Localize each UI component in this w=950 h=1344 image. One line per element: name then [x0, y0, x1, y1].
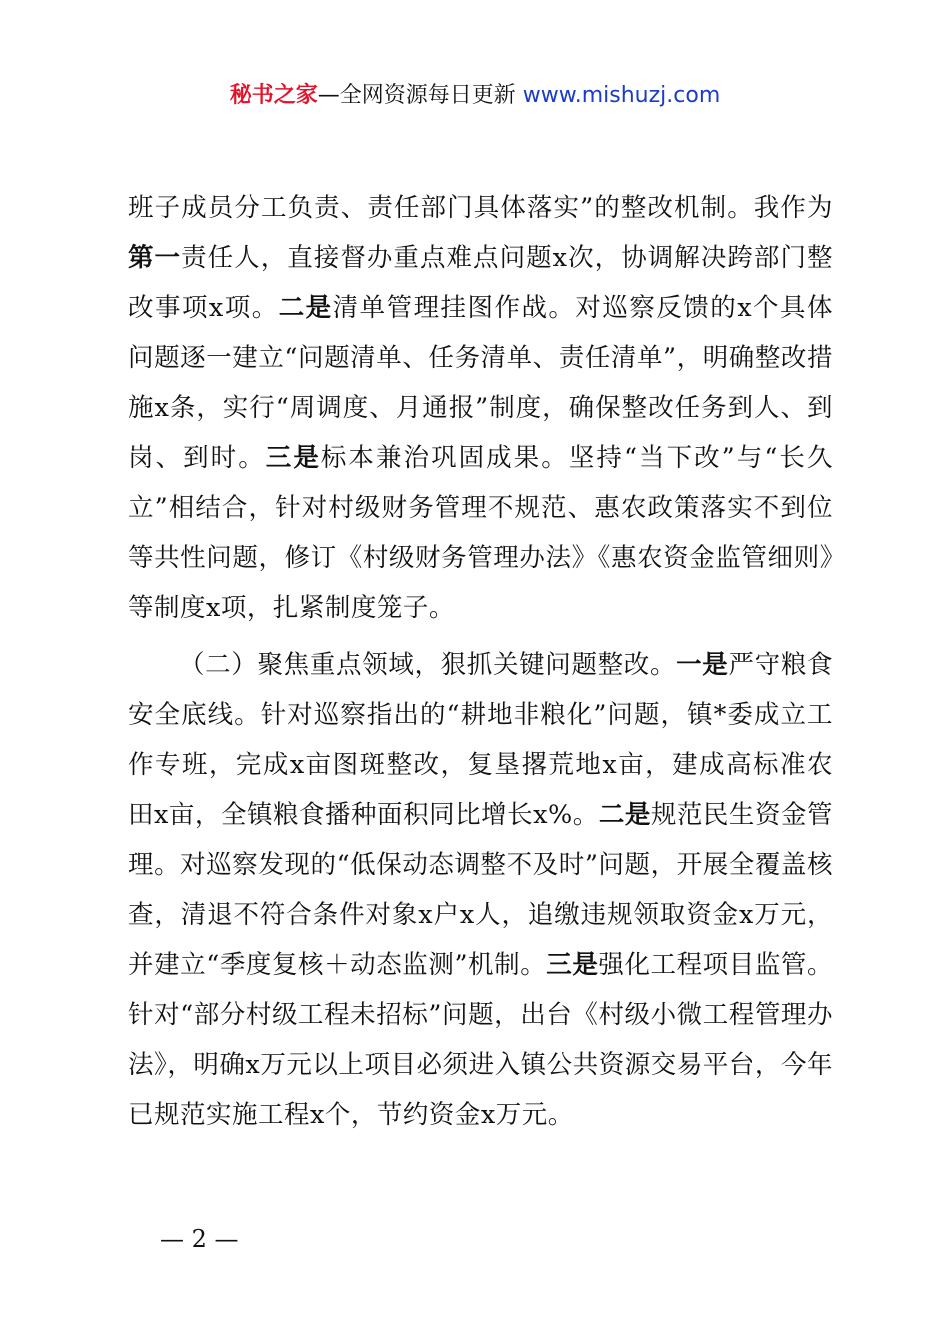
paragraph-1-text-2: 责任人，直接督办重点难点问题x次，协调解决跨部门整改事项x项。: [128, 243, 833, 323]
paragraph-2-text-2: 严守粮食安全底线。针对巡察指出的“耕地非粮化”问题，镇*委成立工作专班，完成x亩图斑整改，复垦撂荒地x亩，建成高标准农田x亩，全镇粮食播种面积同比增长x%。: [128, 650, 833, 830]
page-number: — 2 —: [160, 1225, 239, 1253]
paragraph-2-text-4: 强化工程项目监管。针对“部分村级工程未招标”问题，出台《村级小微工程管理办法》，明确x万元以上项目必须进入镇公共资源交易平台，今年已规范实施工程x个，节约资金x万元。: [128, 950, 833, 1130]
brand-name: 秘书之家: [229, 83, 318, 108]
site-url-link[interactable]: www.mishuzj.com: [522, 83, 721, 108]
header-slogan: —全网资源每日更新: [317, 83, 516, 108]
paragraph-1-bold-2: 二是: [278, 293, 333, 323]
paragraph-2-bold-1: 一是: [676, 650, 729, 680]
site-header: [0, 80, 950, 112]
paragraph-2: [128, 640, 833, 1140]
paragraph-2-bold-3: 三是: [546, 950, 599, 980]
paragraph-2-text-3: 规范民生资金管理。对巡察发现的“低保动态调整不及时”问题，开展全覆盖核查，清退不符合条件对象x户x人，追缴违规领取资金x万元，并建立“季度复核＋动态监测”机制。: [128, 800, 833, 980]
paragraph-2-text-1: （二）聚焦重点领域，狠抓关键问题整改。: [179, 650, 677, 680]
paragraph-1-text-4: 标本兼治巩固成果。坚持“当下改”与“长久立”相结合，针对村级财务管理不规范、惠农政策落实不到位等共性问题，修订《村级财务管理办法》《惠农资金监管细则》等制度x项，扎紧制度笼子。: [128, 443, 833, 623]
paragraph-1-text-3: 清单管理挂图作战。对巡察反馈的x个具体问题逐一建立“问题清单、任务清单、责任清单”，明确整改措施x条，实行“周调度、月通报”制度，确保整改任务到人、到岗、到时。: [128, 293, 833, 473]
paragraph-1: [128, 183, 833, 633]
paragraph-1-text-1: 班子成员分工负责、责任部门具体落实”的整改机制。我作为: [128, 193, 833, 223]
paragraph-2-bold-2: 二是: [598, 800, 651, 830]
paragraph-1-bold-1: 第一: [128, 243, 182, 273]
paragraph-1-bold-3: 三是: [265, 443, 321, 473]
